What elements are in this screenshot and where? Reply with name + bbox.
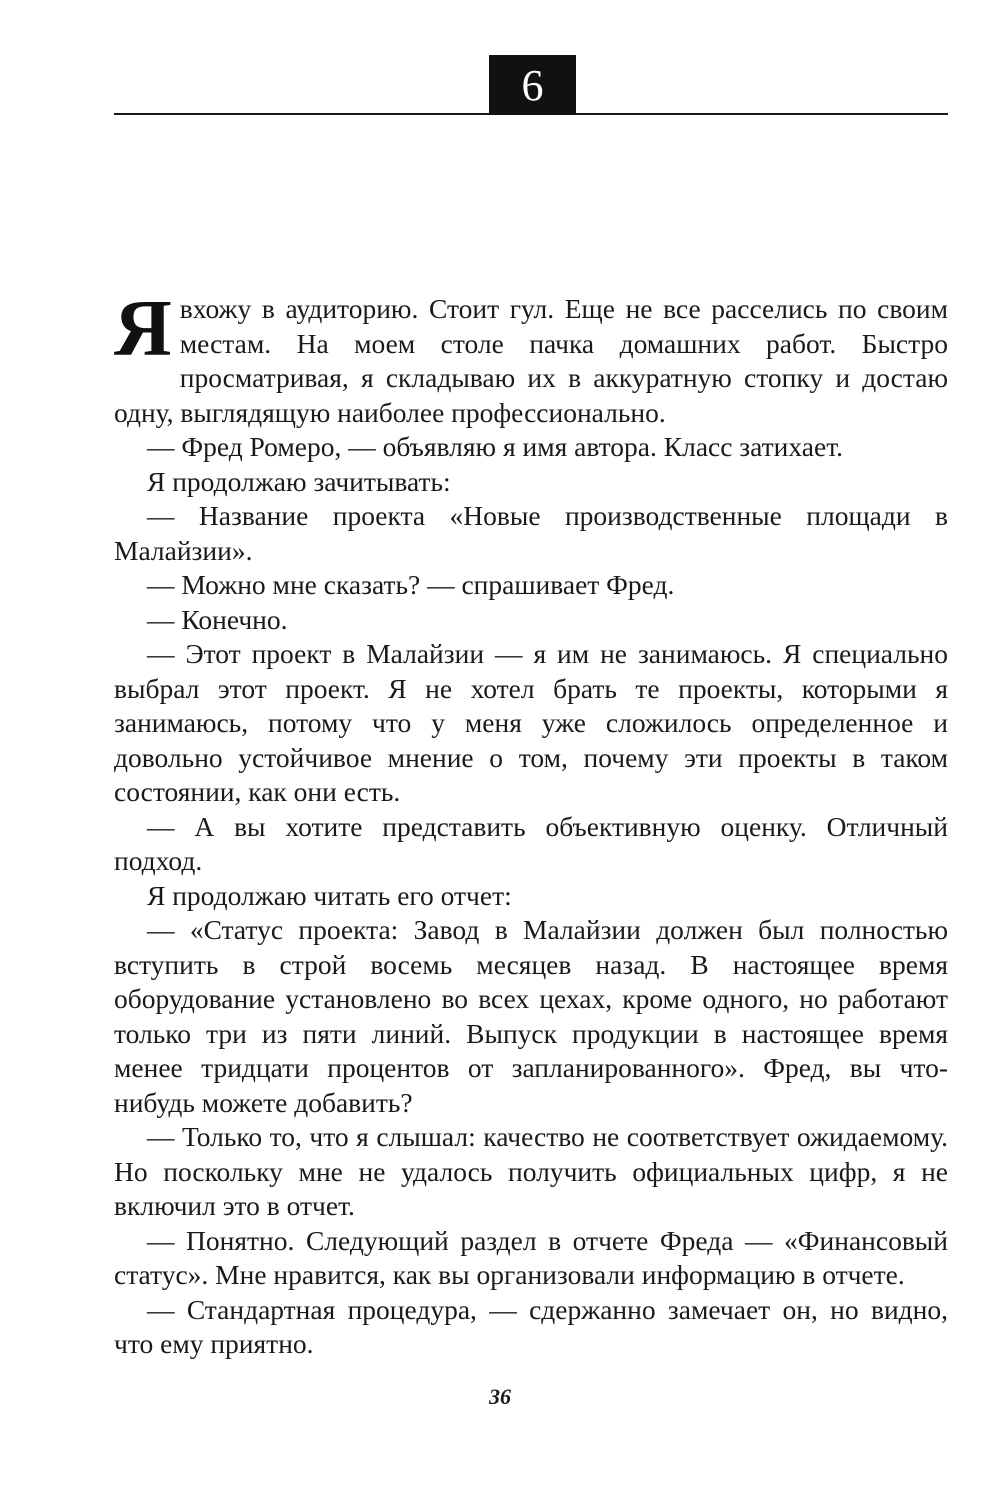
chapter-number-box (489, 55, 576, 115)
paragraph-7: — Этот проект в Малайзии — я им не занимаюсь. Я специально выбрал этот проект. Я не хотел брать те проекты, которыми я занимаюсь, потому что у меня уже сложилось определенное и довольно устойчивое мнение о том, почему эти проекты в таком состоянии, как они есть. (114, 638, 948, 807)
chapter-number: 6 (521, 61, 544, 110)
drop-cap: Я (114, 285, 172, 373)
paragraph-4: — Название проекта «Новые производственные площади в Малайзии». (114, 500, 948, 566)
paragraph-6: — Конечно. (147, 603, 288, 635)
paragraph-9: Я продолжаю читать его отчет: (147, 879, 512, 911)
paragraph-12: — Понятно. Следующий раздел в отчете Фреда — «Финансовый статус». Мне нравится, как вы организовали информацию в отчете. (114, 1224, 948, 1290)
paragraph-8: — А вы хотите представить объективную оценку. Отличный подход. (114, 810, 948, 876)
paragraph-1: Явхожу в аудиторию. Стоит гул. Еще не все расселись по своим местам. На моем столе пачка домашних работ. Быстро просматривая, я складываю их в аккуратную стопку и достаю одну, выглядящую наиболее профессионально. (114, 285, 948, 428)
paragraph-11: — Только то, что я слышал: качество не соответствует ожидаемому. Но поскольку мне не удалось получить официальных цифр, я не включил это в отчет. (114, 1121, 948, 1221)
paragraph-10: — «Статус проекта: Завод в Малайзии должен был полностью вступить в строй восемь месяцев назад. В настоящее время оборудование установлено во всех цехах, кроме одного, но работают только три из пяти линий. Выпуск продукции в настоящее время менее тридцати процентов от запланированного». Фред, вы что-нибудь можете добавить? (114, 914, 948, 1118)
paragraph-13: — Стандартная процедура, — сдержанно замечает он, но видно, что ему приятно. (114, 1293, 948, 1359)
paragraph-5: — Можно мне сказать? — спрашивает Фред. (147, 569, 675, 600)
page-body-text (114, 285, 948, 1362)
paragraph-3: Я продолжаю зачитывать: (147, 465, 451, 497)
paragraph-2: — Фред Ромеро, — объявляю я имя автора. Класс затихает. (147, 431, 844, 462)
page-number: 36 (489, 1384, 511, 1409)
